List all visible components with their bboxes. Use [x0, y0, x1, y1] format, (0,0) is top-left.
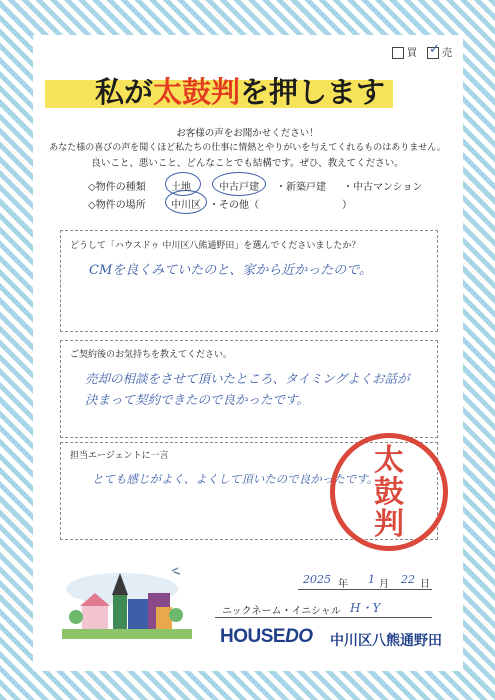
date-day-value[interactable]: 22 [401, 573, 415, 586]
checkbox-square [392, 47, 404, 59]
title-highlight: 太鼓判 [153, 77, 241, 109]
property-location-label: ◇物件の場所 [88, 200, 146, 211]
location-other-close: ） [342, 200, 352, 211]
date-month-unit: 月 [379, 579, 389, 590]
check-icon: ✓ [429, 42, 440, 57]
q3-answer[interactable]: とても感じがよく、よくして頂いたので良かったです。 [92, 472, 379, 486]
nickname-label: ニックネーム・イニシャル [222, 606, 341, 617]
date-year-value[interactable]: 2025 [303, 573, 331, 586]
brand-house-text: HOUSE [220, 626, 286, 647]
q3-label: 担当エージェントに一言 [70, 451, 169, 461]
intro-line: あなた様の喜びの声を聞くほど私たちの仕事に情熱とやりがいを与えてくれるものはありません。 [49, 143, 446, 153]
buy-checkbox[interactable] [392, 44, 417, 59]
buy-label: 買 [407, 48, 417, 59]
date-month-value[interactable]: 1 [368, 573, 375, 586]
type-option-new-house[interactable]: ・新築戸建 [276, 182, 326, 193]
location-other-label: ・その他（ [209, 200, 259, 211]
checkbox-square [427, 42, 440, 59]
title-prefix: 私が [95, 77, 154, 109]
stamp-char: 太 [374, 443, 404, 478]
branch-name: 中川区八熊通野田 [330, 633, 442, 649]
type-option-used-house[interactable]: 中古戸建 [219, 182, 259, 193]
town-illustration-icon [62, 565, 192, 645]
taikoban-stamp [330, 433, 448, 551]
q2-answer-line[interactable]: 決まって契約できたので良かったです。 [85, 392, 310, 407]
type-option-land[interactable]: 土地 [171, 182, 191, 193]
brand-do-text: DO [285, 626, 313, 647]
title-suffix: を押します [240, 77, 386, 109]
selection-circle [165, 190, 207, 214]
stamp-char: 鼓 [374, 475, 404, 510]
q2-label: ご契約後のお気持ちを教えてください。 [70, 350, 233, 360]
page-title [95, 70, 385, 111]
type-option-used-mansion[interactable]: ・中古マンション [343, 182, 423, 193]
intro-line: 良いこと、悪いこと、どんなことでも結構です。ぜひ、教えてください。 [91, 158, 404, 169]
nickname-value[interactable]: H・Y [350, 601, 381, 615]
nickname-underline [215, 617, 432, 618]
intro-line: お客様の声をお聞かせください！ [176, 128, 319, 139]
selection-circle [212, 172, 266, 196]
date-day-unit: 日 [420, 579, 430, 590]
property-type-label: ◇物件の種類 [88, 182, 146, 193]
q1-answer[interactable]: CMを良くみていたのと、家から近かったので。 [89, 263, 372, 278]
q2-answer-line[interactable]: 売却の相談をさせて頂いたところ、タイミングよくお話が [85, 371, 410, 386]
stamp-char: 判 [374, 507, 404, 542]
brand-logo [220, 626, 313, 648]
q1-label: どうして「ハウスドゥ 中川区八熊通野田」を選んでくださいましたか？ [70, 241, 361, 251]
date-underline [298, 589, 432, 590]
location-option-nakagawa[interactable]: 中川区 [171, 200, 201, 211]
date-year-unit: 年 [338, 579, 348, 590]
sell-checkbox[interactable] [427, 44, 452, 59]
sell-label: 売 [442, 48, 452, 59]
